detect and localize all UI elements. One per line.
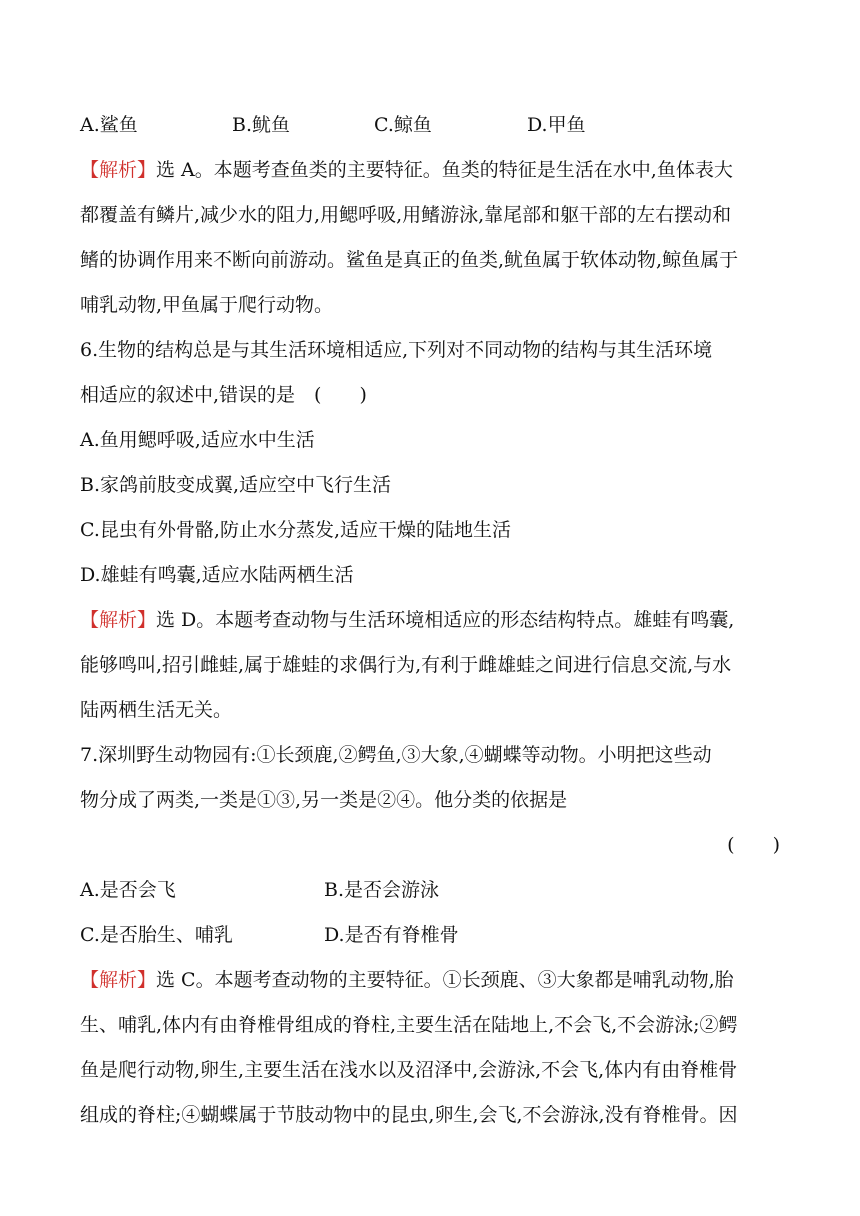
q5-analysis-line-4: 哺乳动物,甲鱼属于爬行动物。: [80, 294, 334, 316]
q7-analysis-text: 选 C。本题考查动物的主要特征。①长颈鹿、③大象都是哺乳动物,胎: [156, 969, 734, 991]
q5-option-b: B.鱿鱼: [232, 114, 291, 136]
document-page: [80, 103, 780, 1138]
q7-analysis-line-3: 鱼是爬行动物,卵生,主要生活在浅水以及沼泽中,会游泳,不会飞,体内有由脊椎骨: [80, 1059, 738, 1081]
q5-option-a: A.鲨鱼: [80, 114, 138, 136]
q7-analysis-line-1: [80, 958, 780, 1003]
q7-analysis-line-4: 组成的脊柱;④蝴蝶属于节肢动物中的昆虫,卵生,会飞,不会游泳,没有脊椎骨。因: [80, 1104, 738, 1126]
q6-stem-line-2: 相适应的叙述中,错误的是 ( ): [80, 384, 367, 406]
q5-analysis-text: 选 A。本题考查鱼类的主要特征。鱼类的特征是生活在水中,鱼体表大: [156, 159, 733, 181]
q5-analysis-line-1: [80, 148, 780, 193]
q5-option-c: C.鲸鱼: [374, 114, 432, 136]
q6-option-a: A.鱼用鳃呼吸,适应水中生活: [80, 429, 315, 451]
q7-analysis-tag: 【解析】: [80, 969, 157, 991]
q7-option-c: C.是否胎生、哺乳: [80, 924, 233, 946]
q5-option-d: D.甲鱼: [527, 114, 586, 136]
q7-option-d: D.是否有脊椎骨: [324, 924, 459, 946]
q7-answer-paren: ( ): [727, 834, 780, 856]
q6-analysis-text: 选 D。本题考查动物与生活环境相适应的形态结构特点。雄蛙有鸣囊,: [156, 609, 735, 631]
q6-analysis-line-1: [80, 598, 780, 643]
q7-analysis-line-2: 生、哺乳,体内有由脊椎骨组成的脊柱,主要生活在陆地上,不会飞,不会游泳;②鳄: [80, 1014, 738, 1036]
q5-options: [80, 103, 780, 148]
q7-stem-line-2: 物分成了两类,一类是①③,另一类是②④。他分类的依据是: [80, 789, 568, 811]
q6-option-c: C.昆虫有外骨骼,防止水分蒸发,适应干燥的陆地生活: [80, 519, 511, 541]
q5-analysis-line-3: 鳍的协调作用来不断向前游动。鲨鱼是真正的鱼类,鱿鱼属于软体动物,鲸鱼属于: [80, 249, 739, 271]
q7-option-a: A.是否会飞: [80, 879, 176, 901]
q5-analysis-line-2: 都覆盖有鳞片,减少水的阻力,用鳃呼吸,用鳍游泳,靠尾部和躯干部的左右摆动和: [80, 204, 732, 226]
q6-option-d: D.雄蛙有鸣囊,适应水陆两栖生活: [80, 564, 354, 586]
q7-options-row-1: [80, 868, 780, 913]
q7-option-b: B.是否会游泳: [324, 879, 440, 901]
q6-analysis-tag: 【解析】: [80, 609, 157, 631]
q7-options-row-2: [80, 913, 780, 958]
q7-stem-line-1: 7.深圳野生动物园有:①长颈鹿,②鳄鱼,③大象,④蝴蝶等动物。小明把这些动: [80, 744, 712, 766]
q6-analysis-line-3: 陆两栖生活无关。: [80, 699, 233, 721]
q6-option-b: B.家鸽前肢变成翼,适应空中飞行生活: [80, 474, 392, 496]
q5-analysis-tag: 【解析】: [80, 159, 157, 181]
q6-analysis-line-2: 能够鸣叫,招引雌蛙,属于雄蛙的求偶行为,有利于雌雄蛙之间进行信息交流,与水: [80, 654, 732, 676]
q6-stem-line-1: 6.生物的结构总是与其生活环境相适应,下列对不同动物的结构与其生活环境: [80, 339, 713, 361]
